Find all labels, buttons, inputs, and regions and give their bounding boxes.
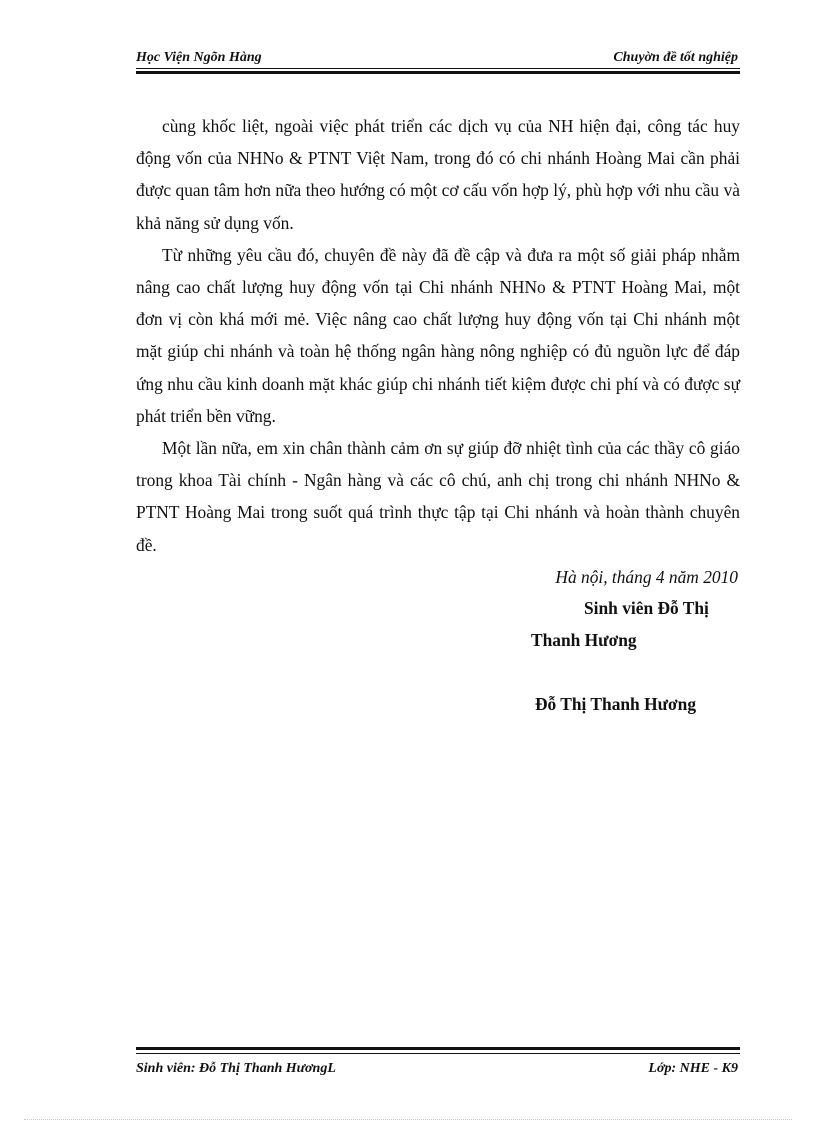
- signature-name: Đỗ Thị Thanh Hương: [535, 694, 697, 714]
- signature-student-label: Sinh viên Đỗ Thị: [584, 598, 709, 618]
- header-document-type: Chuyờn đề tốt nghiệp: [613, 50, 738, 65]
- signature-date: Hà nội, tháng 4 năm 2010: [555, 567, 738, 587]
- page-header: [136, 48, 740, 70]
- signature-student-label-cont: Thanh Hương: [531, 630, 637, 650]
- page-edge: [24, 1119, 792, 1120]
- page-footer: [136, 1047, 740, 1081]
- footer-student: Sinh viên: Đỗ Thị Thanh HươngL: [136, 1061, 336, 1076]
- paragraph-1: cùng khốc liệt, ngoài việc phát triển các dịch vụ của NH hiện đại, công tác huy động vốn của NHNo & PTNT Việt Nam, trong đó có chi nhánh Hoàng Mai cần phải được quan tâm hơn nữa theo hướng có một cơ cấu vốn hợp lý, phù hợp với nhu cầu và khả năng sử dụng vốn.: [136, 116, 740, 233]
- paragraph-2: Từ những yêu cầu đó, chuyên đề này đã đề cập và đưa ra một số giải pháp nhằm nâng cao chất lượng huy động vốn tại Chi nhánh NHNo & PTNT Hoàng Mai, một đơn vị còn khá mới mẻ. Việc nâng cao chất lượng huy động vốn tại Chi nhánh một mặt giúp chi nhánh và toàn hệ thống ngân hàng nông nghiệp có đủ nguồn lực để đáp ứng nhu cầu kinh doanh mặt khác giúp chi nhánh tiết kiệm được chi phí và có được sự phát triển bền vững.: [136, 244, 740, 426]
- footer-class: Lớp: NHE - K9: [648, 1061, 738, 1076]
- header-rule-thick: [136, 71, 740, 74]
- footer-rule-thick: [136, 1047, 740, 1050]
- paragraph-3: Một lần nữa, em xin chân thành cảm ơn sự giúp đỡ nhiệt tình của các thầy cô giáo trong khoa Tài chính - Ngân hàng và các cô chú, anh chị trong chi nhánh NHNo & PTNT Hoàng Mai trong suốt quá trình thực tập tại Chi nhánh và hoàn thành chuyên đề.: [136, 438, 740, 555]
- header-institution: Học Viện Ngõn Hàng: [136, 50, 262, 65]
- body-text: [136, 110, 740, 561]
- footer-rule-thin: [136, 1053, 740, 1054]
- header-rule-thin: [136, 68, 740, 69]
